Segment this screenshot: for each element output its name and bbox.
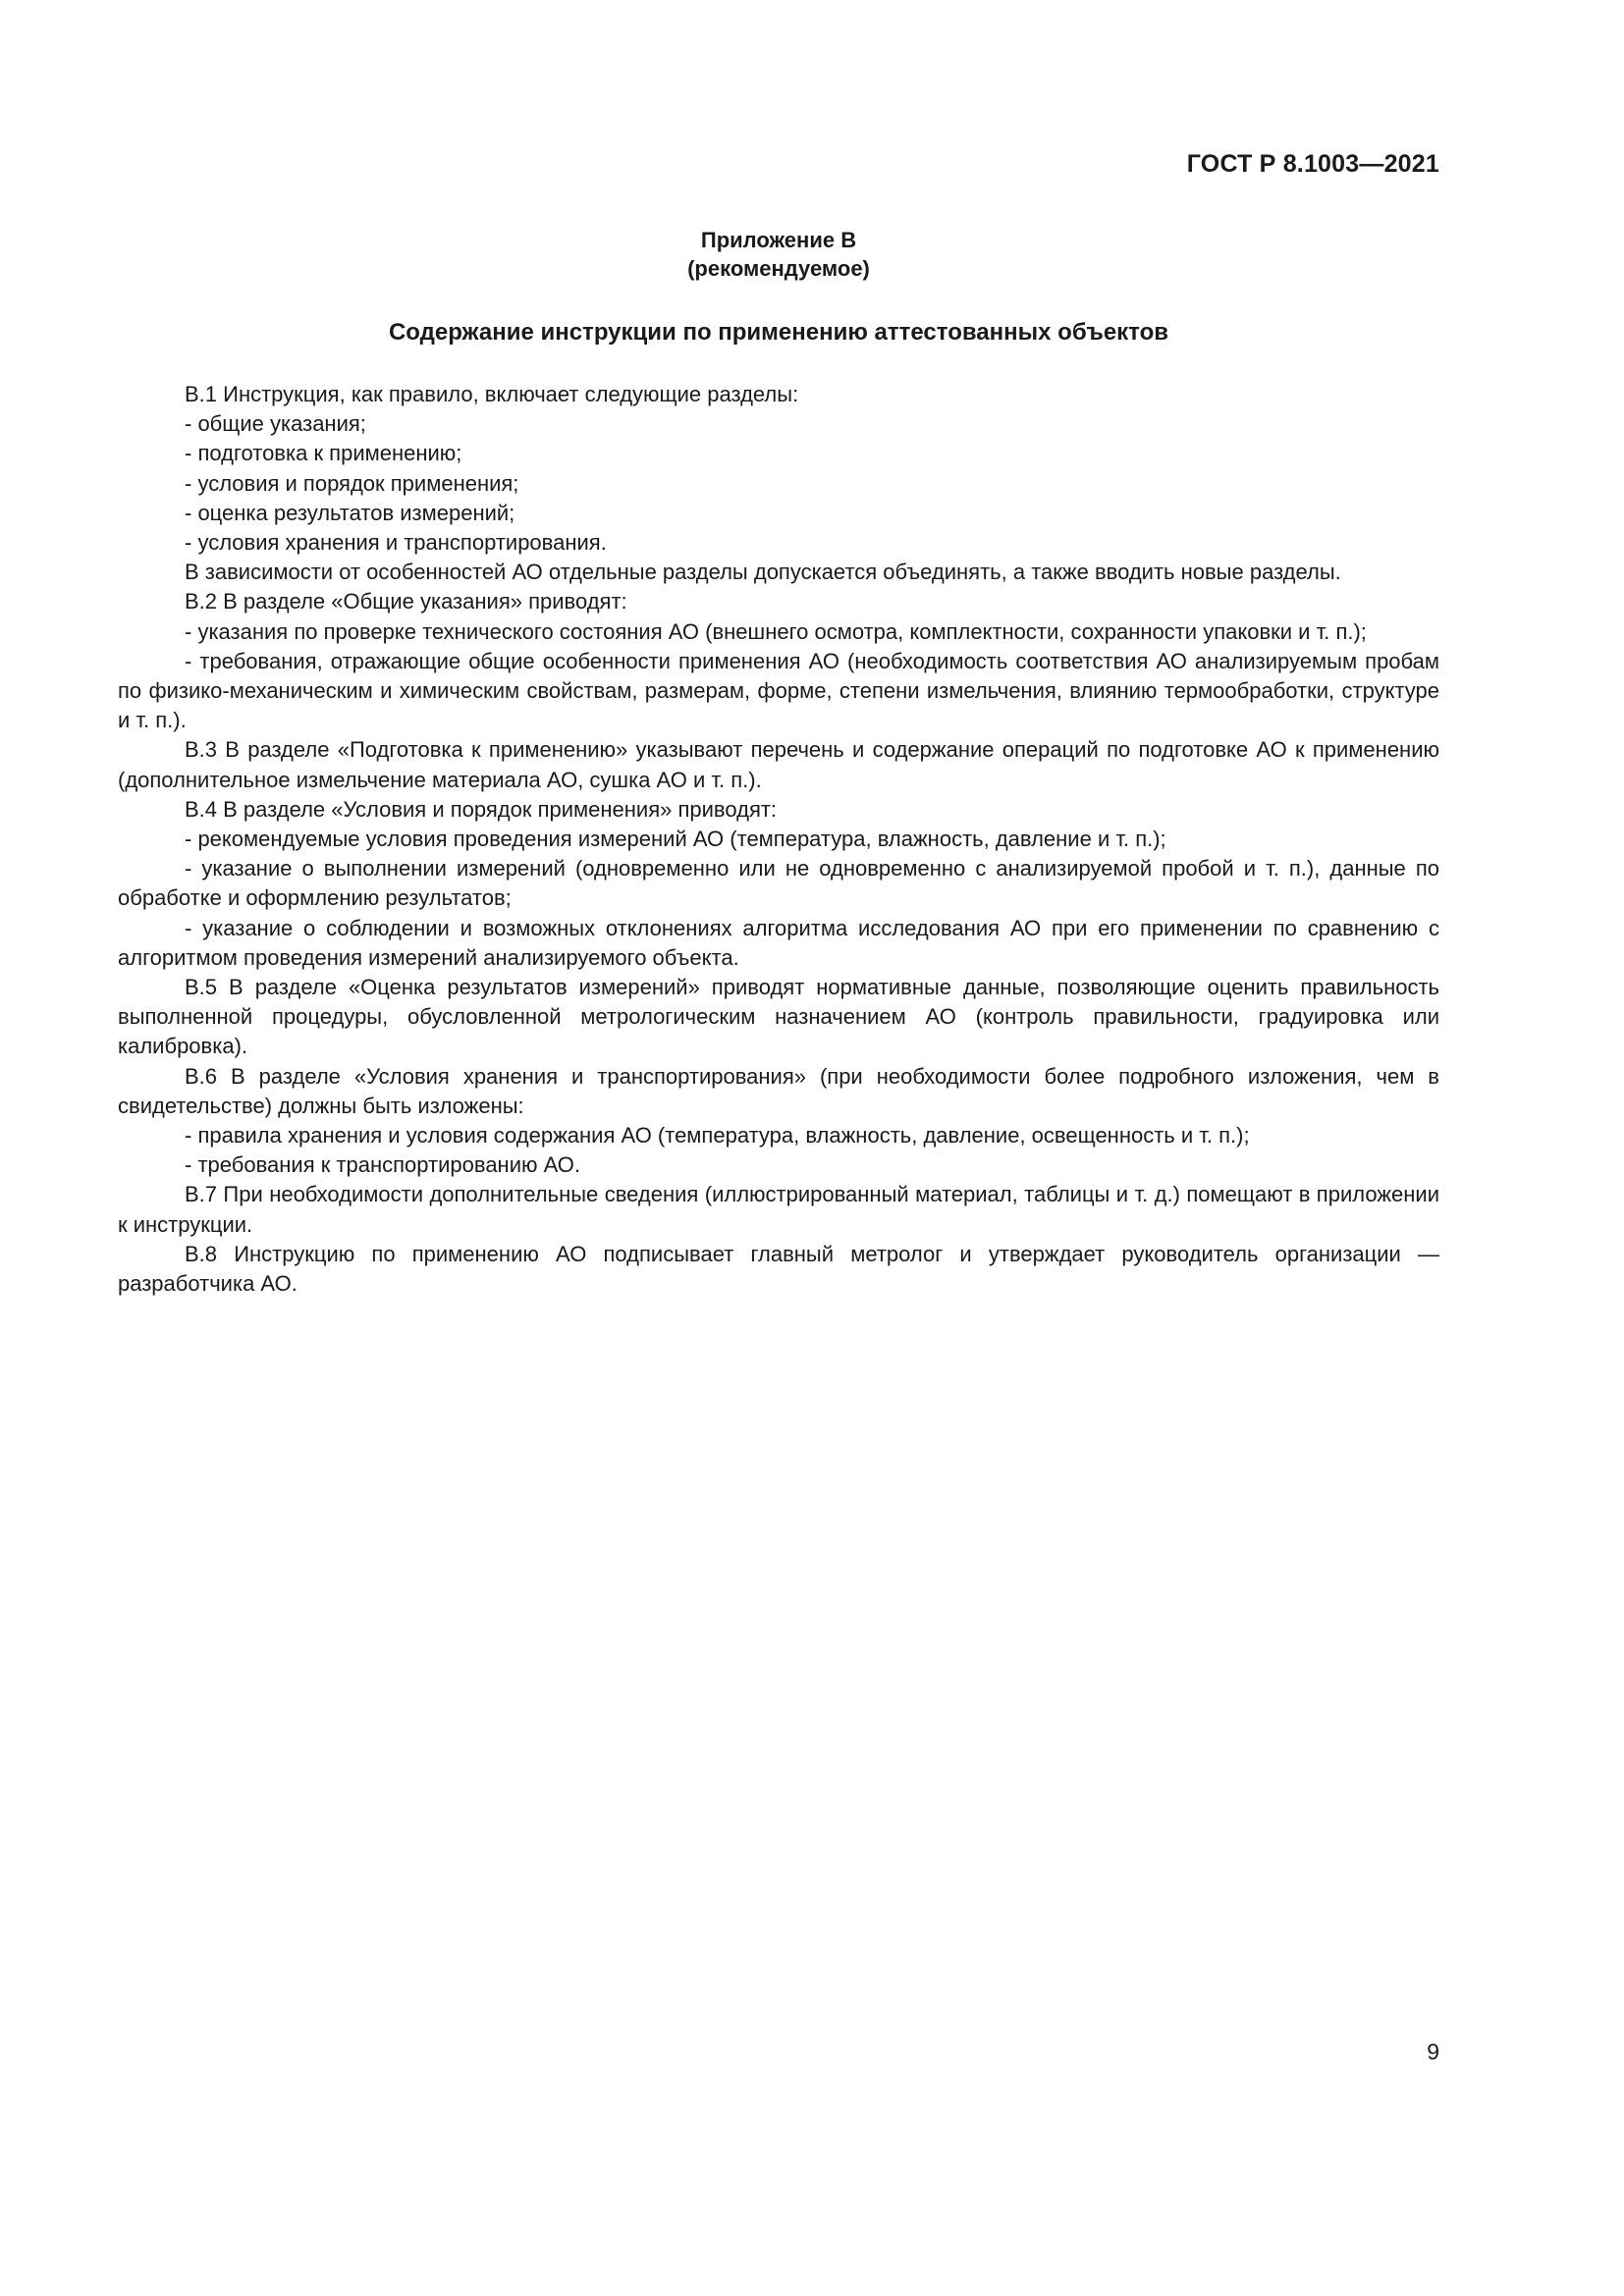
list-item: - условия и порядок применения;: [185, 470, 519, 496]
list-item: - условия хранения и транспортирования.: [185, 530, 607, 556]
section-title: Содержание инструкции по применению аттестованных объектов: [388, 319, 1169, 346]
paragraph: В.3 В разделе «Подготовка к применению» указывают перечень и содержание операций по подготовке АО к применению (дополнительное измельчение материала АО, сушка АО и т. п.).: [118, 737, 1439, 792]
list-item: - общие указания;: [185, 411, 366, 437]
appendix-status: (рекомендуемое): [687, 256, 870, 281]
paragraph: В.2 В разделе «Общие указания» приводят:: [185, 589, 627, 614]
list-item: - требования, отражающие общие особенности применения АО (необходимость соответствия АО анализируемым пробам по физико-механическим и химическим свойствам, размерам, форме, степени измельчения, влиянию термообработки, структуре и т. п.).: [118, 648, 1439, 733]
paragraph: В зависимости от особенностей АО отдельные разделы допускается объединять, а также вводить новые разделы.: [185, 560, 1341, 585]
list-item: - указание о соблюдении и возможных отклонениях алгоритма исследования АО при его применении по сравнению с алгоритмом проведения измерений анализируемого объекта.: [118, 915, 1439, 970]
list-item: - подготовка к применению;: [185, 441, 462, 466]
list-item: - указания по проверке технического состояния АО (внешнего осмотра, комплектности, сохранности упаковки и т. п.);: [185, 618, 1367, 644]
paragraph: В.8 Инструкцию по применению АО подписывает главный метролог и утверждает руководитель организации — разработчика АО.: [118, 1241, 1439, 1297]
standard-code: ГОСТ Р 8.1003—2021: [1186, 150, 1439, 178]
appendix-heading: [118, 226, 1439, 283]
paragraph: В.1 Инструкция, как правило, включает следующие разделы:: [185, 382, 799, 406]
paragraph: В.4 В разделе «Условия и порядок применения» приводят:: [185, 796, 778, 822]
list-item: - правила хранения и условия содержания АО (температура, влажность, давление, освещенность и т. п.);: [185, 1123, 1250, 1148]
list-item: - оценка результатов измерений;: [185, 500, 515, 525]
document-body: [118, 380, 1439, 1299]
paragraph: В.5 В разделе «Оценка результатов измерений» приводят нормативные данные, позволяющие оценить правильность выполненной процедуры, обусловленной метрологическим назначением АО (контроль правильности, градуировка или калибровка).: [118, 975, 1439, 1059]
paragraph: В.6 В разделе «Условия хранения и транспортирования» (при необходимости более подробного изложения, чем в свидетельстве) должны быть изложены:: [118, 1063, 1439, 1118]
paragraph: В.7 При необходимости дополнительные сведения (иллюстрированный материал, таблицы и т. д.) помещают в приложении к инструкции.: [118, 1182, 1439, 1237]
list-item: - рекомендуемые условия проведения измерений АО (температура, влажность, давление и т. п.);: [185, 827, 1166, 852]
list-item: - требования к транспортированию АО.: [185, 1152, 581, 1178]
page-number: 9: [1427, 2039, 1439, 2064]
appendix-title: Приложение В: [700, 228, 857, 252]
list-item: - указание о выполнении измерений (одновременно или не одновременно с анализируемой пробой и т. п.), данные по обработке и оформлению результатов;: [118, 856, 1439, 911]
